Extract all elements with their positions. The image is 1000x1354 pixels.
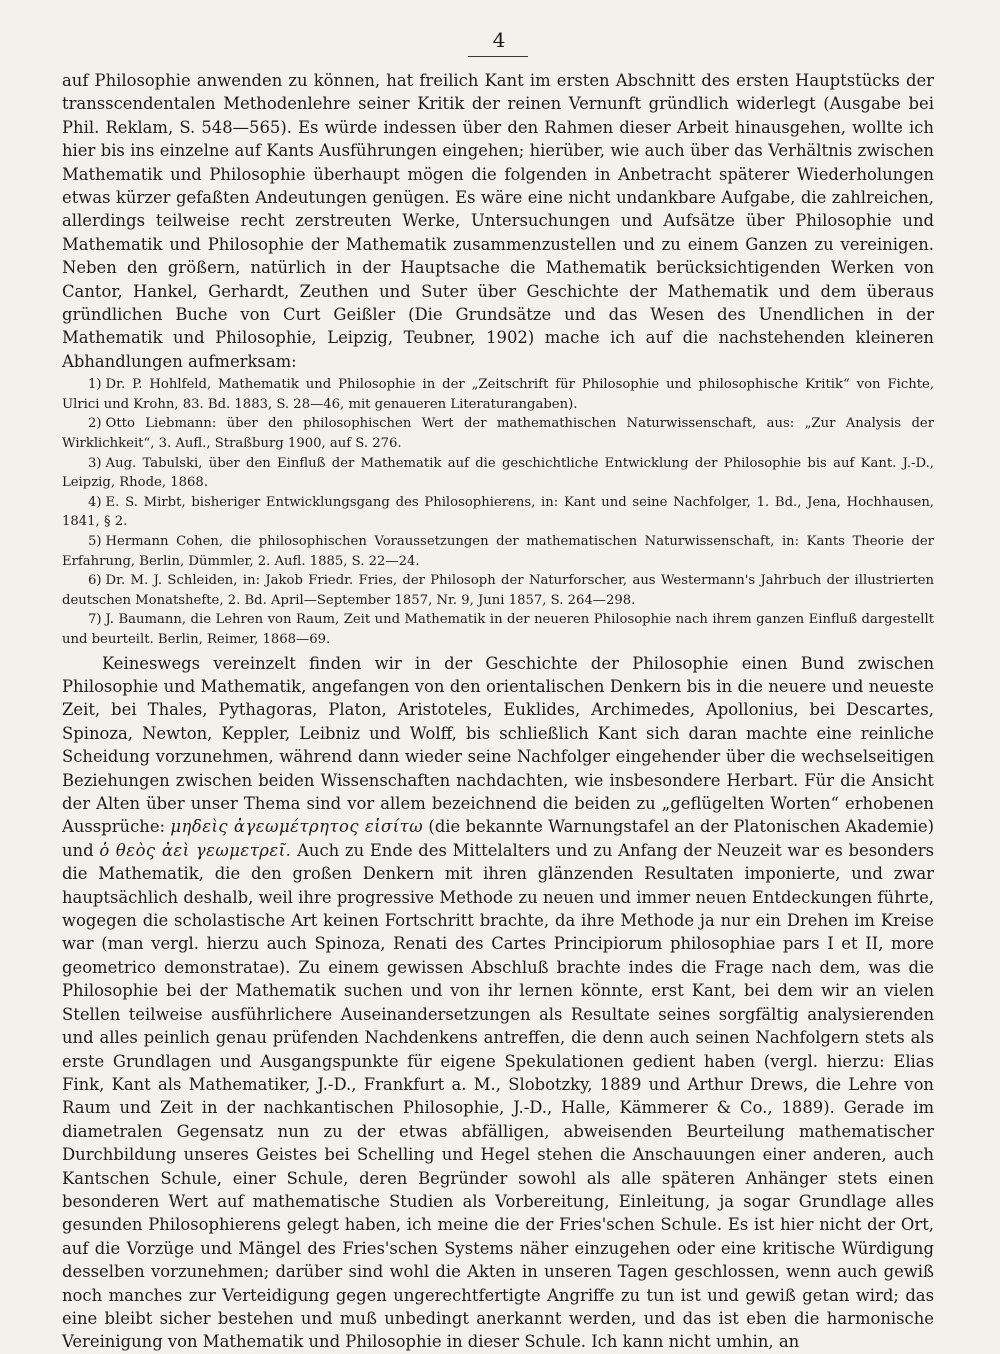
reference-text: Otto Liebmann: über den philosophischen Wert der mathemathischen Naturwissenschaft, aus: „Zur Analysis der Wirklichkeit“, 3. Aufl., Straßburg 1900, auf S. 276. [62, 416, 934, 452]
paragraph-history-text-2: (die bekannte Warnungstafel an der Platonischen Akademie) und [62, 817, 934, 860]
paragraph-history [62, 652, 934, 1354]
reference-item [62, 571, 934, 610]
reference-list [62, 375, 934, 649]
reference-number: 3) [88, 455, 102, 471]
reference-text: E. S. Mirbt, bisheriger Entwicklungsgang des Philosophierens, in: Kant und seine Nachfolger, 1. Bd., Jena, Hochhausen, 1841, § 2. [62, 494, 934, 530]
reference-item [62, 610, 934, 649]
reference-item [62, 493, 934, 532]
reference-number: 2) [88, 416, 102, 432]
greek-quote-2: ὁ θεὸς ἀεὶ γεωμετρεῖ. [99, 840, 292, 860]
reference-number: 1) [88, 377, 102, 393]
reference-text: Hermann Cohen, die philosophischen Voraussetzungen der mathematischen Naturwissenschaft, in: Kants Theorie der Erfahrung, Berlin, Dümmler, 2. Aufl. 1885, S. 22—24. [62, 534, 934, 569]
page-number-rule [468, 56, 528, 57]
page-number: 4 [492, 28, 506, 52]
reference-text: Aug. Tabulski, über den Einfluß der Mathematik auf die geschichtliche Entwicklung der Philosophie bis auf Kant. J.-D., Leipzig, Rhode, 1868. [62, 455, 934, 491]
paragraph-history-text-1: Keineswegs vereinzelt finden wir in der Geschichte der Philosophie einen Bund zwischen Philosophie und Mathematik, angefangen von den orientalischen Denkern bis in die neuere und neueste Zeit, bei Thales, Pythagoras, Platon, Aristoteles, Euklides, Archimedes, Apollonius, bei Descartes, Spinoza, Newton, Keppler, Leibniz und Wolff, bis schließlich Kant sich daran machte eine reinliche Scheidung vorzunehmen, während dann wieder seine Nachfolger eingehender über die wechselseitigen Beziehungen zwischen beiden Wissenschaften nachdachten, wie insbesondere Herbart. Für die Ansicht der Alten über unser Thema sind vor allem bezeichnend die beiden zu „geflügelten Worten“ erhobenen Aussprüche: [62, 653, 934, 837]
reference-number: 4) [88, 494, 102, 510]
reference-number: 5) [88, 534, 102, 550]
reference-item [62, 375, 934, 414]
reference-number: 7) [88, 612, 102, 628]
reference-item [62, 454, 934, 493]
paragraph-history-text-3: Auch zu Ende des Mittelalters und zu Anfang der Neuzeit war es besonders die Mathematik, die den großen Denkern mit ihren glänzenden Resultaten imponierte, und zwar hauptsächlich deshalb, weil ihre progressive Methode zu neuen und immer neuen Entdeckungen führte, wogegen die scholastische Art keinen Fortschritt brachte, da ihre Methode ja nur ein Drehen im Kreise war (man vergl. hierzu auch Spinoza, Renati des Cartes Principiorum philosophiae pars I et II, more geometrico demonstratae). Zu einem gewissen Abschluß brachte indes die Frage nach dem, was die Philosophie bei der Mathematik suchen und von ihr lernen könnte, erst Kant, bei dem wir an vielen Stellen teilweise ausführlichere Auseinandersetzungen als Resultate seines sorgfältig analysierenden und alles peinlich genau prüfenden Nachdenkens antreffen, die denn auch seinen Nachfolgern stets als erste Grundlagen und Ausgangspunkte für eigene Spekulationen gedient haben (vergl. hierzu: Elias Fink, Kant als Mathematiker, J.-D., Frankfurt a. M., Slobotzky, 1889 und Arthur Drews, die Lehre von Raum und Zeit in der nachkantischen Philosophie, J.-D., Halle, Kämmerer & Co., 1889). Gerade im diametralen Gegensatz nun zu der etwas abfälligen, abweisenden Beurteilung mathematischer Durchbildung unseres Geistes bei Schelling und Hegel stehen die Anschauungen einer anderen, auch Kantschen Schule, einer Schule, deren Begründer sowohl als alle späteren Anhänger stets einen besonderen Wert auf mathematische Studien als Vorbereitung, Einleitung, ja sogar Grundlage alles gesunden Philosophierens gelegt haben, ich meine die der Fries'schen Schule. Es ist hier nicht der Ort, auf die Vorzüge und Mängel des Fries'schen Systems näher einzugehen oder eine kritische Würdigung desselben vorzunehmen; darüber sind wohl die Akten in unseren Tagen geschlossen, wenn auch gewiß noch manches zur Verteidigung gegen ungerechtfertigte Angriffe zu tun ist und gewiß getan wird; das eine bleibt sicher bestehen und muß unbedingt anerkannt werden, und das ist eben die harmonische Vereinigung von Mathematik und Philosophie in dieser Schule. Ich kann nicht umhin, an [62, 840, 934, 1352]
paragraph-intro: auf Philosophie anwenden zu können, hat freilich Kant im ersten Abschnitt des ersten Hauptstücks der transscendentalen Methodenlehre seiner Kritik der reinen Vernunft gründlich widerlegt (Ausgabe bei Phil. Reklam, S. 548—565). Es würde indessen über den Rahmen dieser Arbeit hinausgehen, wollte ich hier bis ins einzelne auf Kants Ausführungen eingehen; hierüber, wie auch über das Verhältnis zwischen Mathematik und Philosophie überhaupt mögen die folgenden in Anbetracht späterer Wiederholungen etwas kürzer gefaßten Andeutungen genügen. Es wäre eine nicht undankbare Aufgabe, die zahlreichen, allerdings teilweise recht zerstreuten Werke, Untersuchungen und Aufsätze über Philosophie und Mathematik und Philosophie der Mathematik zusammenzustellen und zu einem Ganzen zu vereinigen. Neben den größern, natürlich in der Hauptsache die Mathematik berücksichtigenden Werken von Cantor, Hankel, Gerhardt, Zeuthen und Suter über Geschichte der Mathematik und dem überaus gründlichen Buche von Curt Geißler (Die Grundsätze und das Wesen des Unendlichen in der Mathematik und Philosophie, Leipzig, Teubner, 1902) mache ich auf die nachstehenden kleineren Abhandlungen aufmerksam: [62, 71, 934, 371]
reference-text: Dr. M. J. Schleiden, in: Jakob Friedr. Fries, der Philosoph der Naturforscher, aus Westermann's Jahrbuch der illustrierten deutschen Monatshefte, 2. Bd. April—September 1857, Nr. 9, Juni 1857, S. 264—298. [62, 573, 934, 608]
reference-item [62, 532, 934, 571]
reference-text: J. Baumann, die Lehren von Raum, Zeit und Mathematik in der neueren Philosophie nach ihrem ganzen Einfluß dargestellt und beurteilt. Berlin, Reimer, 1868—69. [62, 612, 934, 647]
reference-text: Dr. P. Hohlfeld, Mathematik und Philosophie in der „Zeitschrift für Philosophie und philosophische Kritik“ von Fichte, Ulrici und Krohn, 83. Bd. 1883, S. 28—46, mit genaueren Literaturangaben). [62, 377, 934, 412]
greek-quote-1: μηδεὶς ἀγεωμέτρητος εἰσίτω [170, 817, 424, 837]
reference-item [62, 414, 934, 453]
reference-number: 6) [88, 573, 102, 589]
